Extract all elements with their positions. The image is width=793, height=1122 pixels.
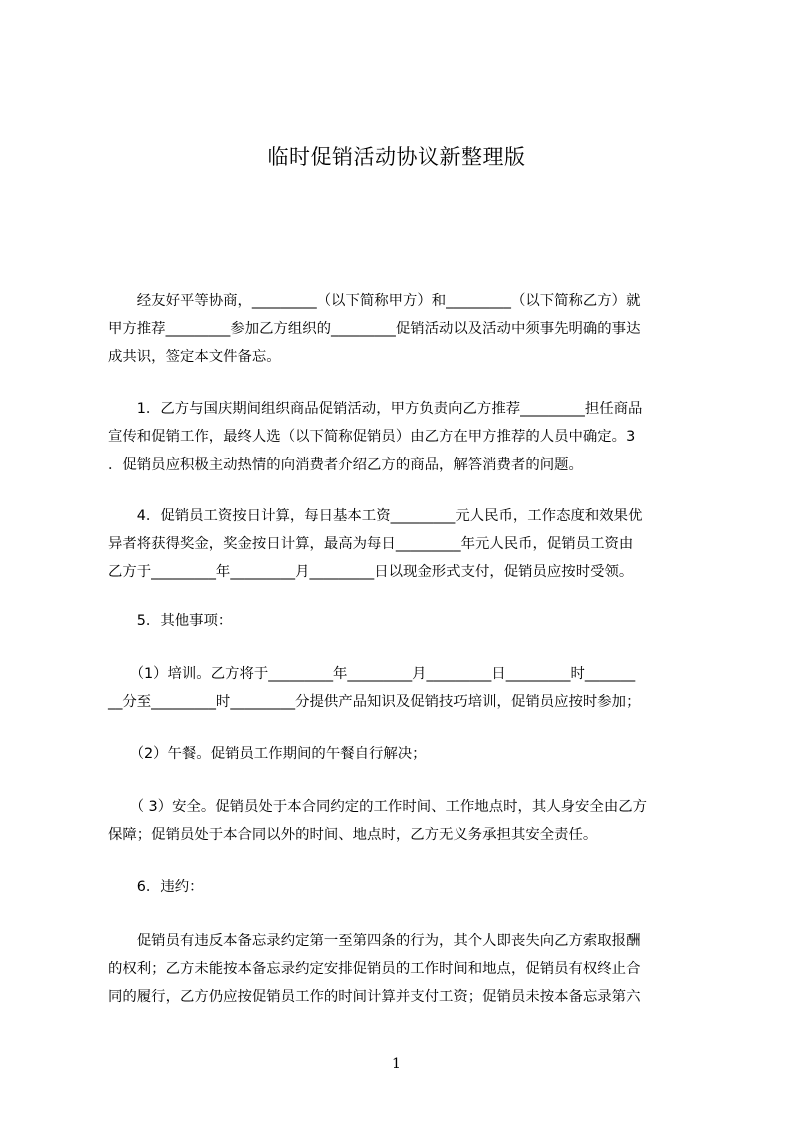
text-line: （ 3）安全。促销员处于本合同约定的工作时间、工作地点时，其人身安全由乙方 [108,799,647,815]
text-line: __分至_________时_________分提供产品知识及促销技巧培训，促销员应按时参加； [108,694,641,710]
text-line: 经友好平等协商，_________（以下简称甲方）和_________（以下简称乙方）就 [108,293,641,309]
paragraph-lunch [108,740,706,768]
paragraph-clause-4 [108,502,706,586]
paragraph-breach [108,927,706,1011]
text-line: 促销员有违反本备忘录约定第一至第四条的行为，其个人即丧失向乙方索取报酬 [108,933,641,949]
text-line: 乙方于_________年_________月_________日以现金形式支付，促销员应按时受领。 [108,564,634,580]
text-line: 1．乙方与国庆期间组织商品促销活动，甲方负责向乙方推荐_________担任商品 [108,401,643,417]
text-line: 成共识，签定本文件备忘。 [108,349,281,365]
text-line: 甲方推荐_________参加乙方组织的_________促销活动以及活动中须事先明确的事达 [108,321,641,337]
paragraph-training [108,660,706,716]
text-line: 4．促销员工资按日计算，每日基本工资_________元人民币，工作态度和效果优 [108,508,643,524]
text-line: 异者将获得奖金，奖金按日计算，最高为每日_________年元人民币，促销员工资由 [108,536,634,552]
paragraph-intro [108,287,706,371]
paragraph-safety [108,793,706,849]
text-line: 6．违约： [108,879,204,895]
text-line: （2）午餐。促销员工作期间的午餐自行解决； [108,746,427,762]
paragraph-clause-6 [108,873,706,901]
paragraph-clause-5 [108,607,706,635]
paragraph-clause-1 [108,395,706,479]
text-line: （1）培训。乙方将于_________年_________月_________日_________时_______ [108,666,636,682]
document-title: 临时促销活动协议新整理版 [267,145,526,169]
text-line: 保障；促销员处于本合同以外的时间、地点时，乙方无义务承担其安全责任。 [108,827,598,843]
text-line: ．促销员应积极主动热情的向消费者介绍乙方的商品，解答消费者的问题。 [108,457,583,473]
text-line: 的权利；乙方未能按本备忘录约定安排促销员的工作时间和地点，促销员有权终止合 [108,961,641,977]
page-number: 1 [392,1056,401,1072]
text-line: 5．其他事项： [108,613,233,629]
text-line: 同的履行，乙方仍应按促销员工作的时间计算并支付工资；促销员未按本备忘录第六 [108,989,641,1005]
text-line: 宣传和促销工作，最终人选（以下简称促销员）由乙方在甲方推荐的人员中确定。3 [108,429,636,445]
